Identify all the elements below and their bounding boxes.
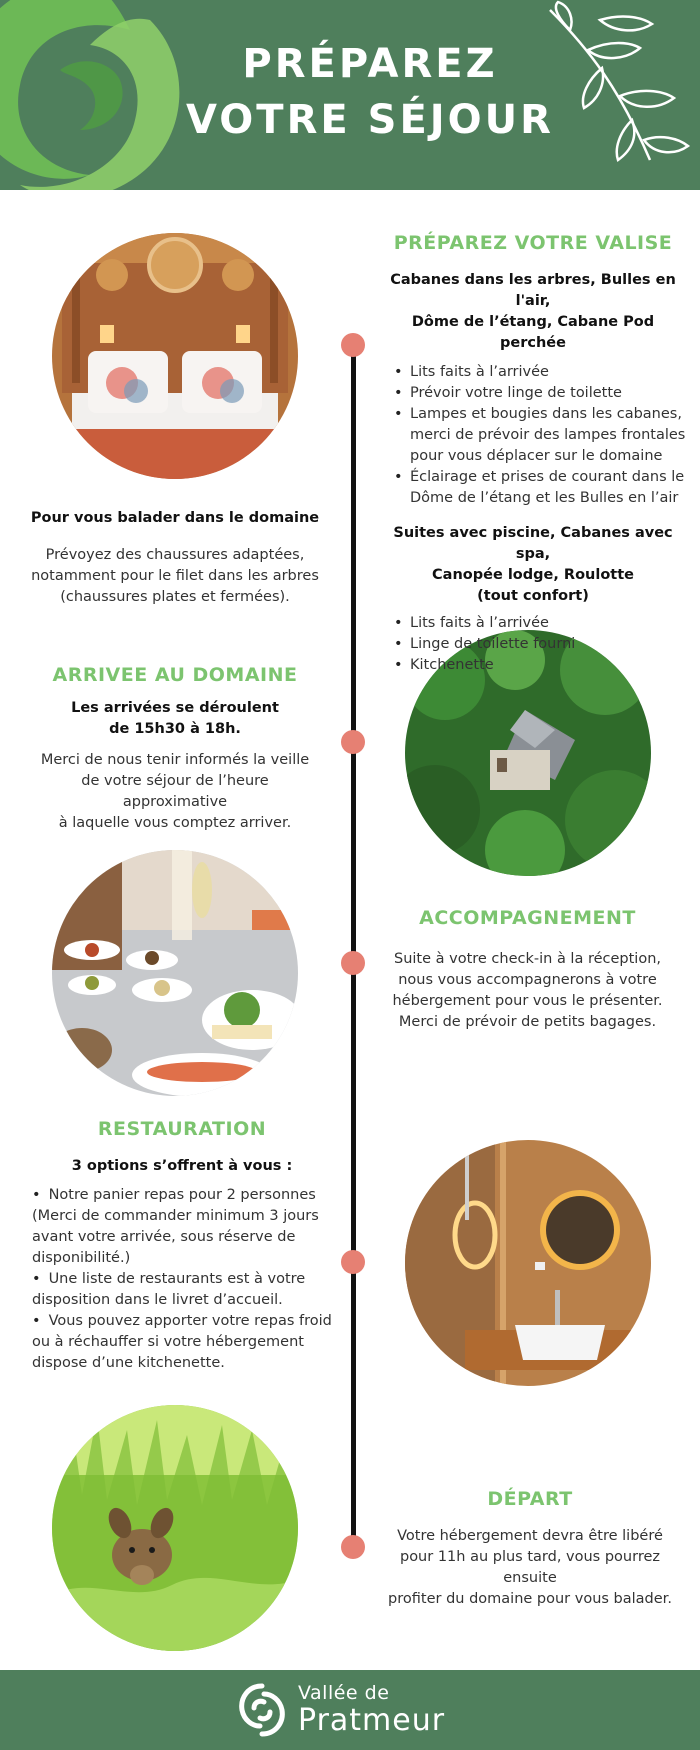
restauration-subtitle: 3 options s’offrent à vous : bbox=[71, 1158, 293, 1174]
section-restauration bbox=[32, 1116, 332, 1374]
valise-group1-list bbox=[378, 362, 688, 509]
deer-photo bbox=[52, 1405, 298, 1651]
bathroom-photo bbox=[405, 1140, 651, 1386]
balade-heading: Pour vous balader dans le domaine bbox=[30, 510, 320, 526]
valise-group1-heading: Cabanes dans les arbres, Bulles en l'air, Dôme de l’étang, Cabane Pod perchée bbox=[390, 272, 676, 351]
arrivee-hours: Les arrivées se déroulent de 15h30 à 18h. bbox=[71, 700, 279, 737]
timeline-dot bbox=[341, 730, 365, 754]
section-title: ACCOMPAGNEMENT bbox=[419, 907, 636, 929]
list-item: • Lits faits à l’arrivée bbox=[392, 362, 688, 383]
list-item: • Kitchenette bbox=[392, 655, 688, 676]
section-accompagnement bbox=[380, 905, 675, 1033]
page-footer bbox=[0, 1670, 700, 1750]
section-title: ARRIVEE AU DOMAINE bbox=[52, 664, 298, 686]
list-item: • Linge de toilette fourni bbox=[392, 634, 688, 655]
arrivee-text: Merci de nous tenir informés la veille de votre séjour de l’heure approximative à laquelle vous comptez arriver. bbox=[40, 752, 310, 831]
section-title: DÉPART bbox=[487, 1488, 573, 1510]
list-item: • Notre panier repas pour 2 personnes (Merci de commander minimum 3 jours avant votre arrivée, sous réserve de disponibilité.) bbox=[32, 1185, 332, 1269]
accompagnement-text: Suite à votre check-in à la réception, nous vous accompagnerons à votre hébergement pour vous le présenter. Merci de prévoir de petits bagages. bbox=[392, 951, 663, 1030]
section-arrivee bbox=[30, 662, 320, 834]
timeline-dot bbox=[341, 1535, 365, 1559]
list-item: • Éclairage et prises de courant dans le Dôme de l’étang et les Bulles en l’air bbox=[392, 467, 688, 509]
valise-group2-list bbox=[378, 613, 688, 676]
bedroom-photo bbox=[52, 233, 298, 479]
timeline-dot bbox=[341, 333, 365, 357]
list-item: • Lits faits à l’arrivée bbox=[392, 613, 688, 634]
page-title-line2: VOTRE SÉJOUR bbox=[186, 97, 554, 143]
valise-group2-heading: Suites avec piscine, Cabanes avec spa, Canopée lodge, Roulotte (tout confort) bbox=[393, 525, 673, 604]
section-title: PRÉPAREZ VOTRE VALISE bbox=[393, 232, 673, 254]
timeline-line bbox=[351, 340, 356, 1550]
page-title-line1: PRÉPAREZ bbox=[242, 41, 498, 87]
page-title bbox=[0, 36, 700, 148]
list-item: • Prévoir votre linge de toilette bbox=[392, 383, 688, 404]
section-title: RESTAURATION bbox=[97, 1118, 267, 1140]
balade-text: Prévoyez des chaussures adaptées, notamment pour le filet dans les arbres (chaussures plates et fermées). bbox=[31, 547, 319, 605]
restauration-list bbox=[32, 1185, 332, 1374]
list-item: • Lampes et bougies dans les cabanes, merci de prévoir des lampes frontales pour vous déplacer sur le domaine bbox=[392, 404, 688, 467]
page-header bbox=[0, 0, 700, 190]
timeline-dot bbox=[341, 951, 365, 975]
section-balade bbox=[30, 508, 320, 608]
depart-text: Votre hébergement devra être libéré pour 11h au plus tard, vous pourrez ensuite profiter du domaine pour vous balader. bbox=[388, 1528, 672, 1607]
section-depart bbox=[380, 1486, 680, 1610]
list-item: • Vous pouvez apporter votre repas froid ou à réchauffer si votre hébergement dispose d’une kitchenette. bbox=[32, 1311, 332, 1374]
section-valise bbox=[378, 230, 688, 676]
brand-name: Vallée de Pratmeur bbox=[298, 1682, 446, 1738]
food-photo bbox=[52, 850, 298, 1096]
timeline-dot bbox=[341, 1250, 365, 1274]
pratmeur-logo-icon bbox=[232, 1680, 292, 1740]
list-item: • Une liste de restaurants est à votre disposition dans le livret d’accueil. bbox=[32, 1269, 332, 1311]
